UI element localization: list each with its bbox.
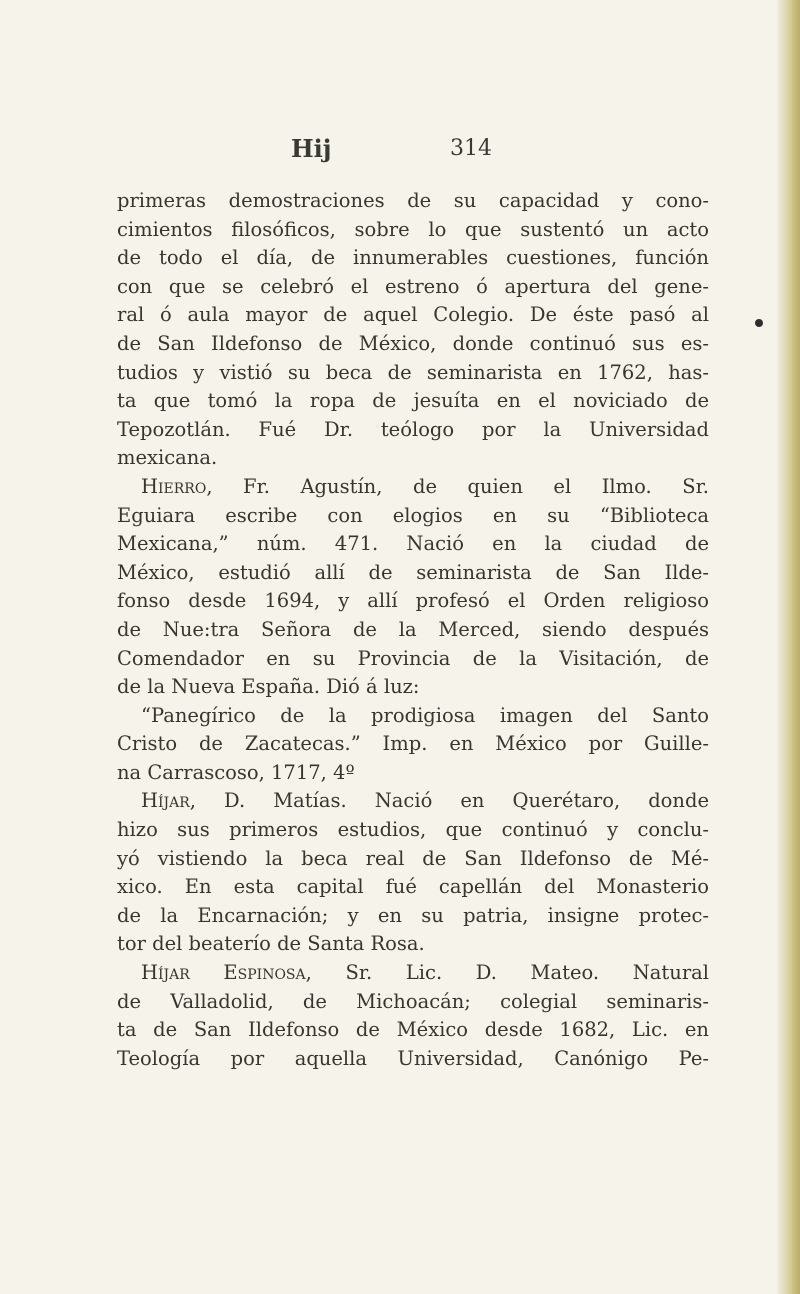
page-edge — [782, 0, 800, 1294]
text-line: “Panegírico de la prodigiosa imagen del Santo — [141, 703, 709, 727]
text-line: hizo sus primeros estudios, que continuó y conclu- — [117, 818, 709, 842]
text-line: yó vistiendo la beca real de San Ildefonso de Mé- — [117, 846, 709, 870]
text-line: de San Ildefonso de México, donde continuó sus es- — [117, 331, 709, 355]
entry-name-hijar: Híjar, — [141, 789, 196, 813]
page-number: 314 — [450, 136, 492, 161]
entry-name-hierro: Hierro, — [141, 474, 213, 498]
text-line: de Nue:tra Señora de la Merced, siendo después — [117, 617, 709, 641]
text-line: de todo el día, de innumerables cuestiones, función — [117, 246, 709, 270]
text-line: tor del beaterío de Santa Rosa. — [117, 932, 425, 956]
text-line: México, estudió allí de seminarista de San Ilde- — [117, 560, 709, 584]
text-line: de la Encarnación; y en su patria, insigne protec- — [117, 903, 709, 927]
entry-line — [117, 959, 709, 988]
text-line: tudios y vistió su beca de seminarista en 1762, has- — [117, 360, 709, 384]
text-line: xico. En esta capital fué capellán del Monasterio — [117, 875, 709, 899]
entry-line — [117, 473, 709, 502]
text-line: ral ó aula mayor de aquel Colegio. De éste pasó al — [117, 303, 709, 327]
text-line: Comendador en su Provincia de la Visitación, de — [117, 646, 709, 670]
text-line: primeras demostraciones de su capacidad y cono- — [117, 189, 709, 212]
text-line: ta que tomó la ropa de jesuíta en el noviciado de — [117, 389, 709, 413]
text-line: Tepozotlán. Fué Dr. teólogo por la Universidad — [117, 417, 709, 441]
entry-text: Fr. Agustín, de quien el Ilmo. Sr. — [243, 474, 710, 498]
ink-spot — [755, 319, 763, 327]
text-line: Mexicana,” núm. 471. Nació en la ciudad de — [117, 532, 709, 556]
text-line: mexicana. — [117, 446, 218, 470]
entry-line — [117, 787, 709, 816]
entry-text: Sr. Lic. D. Mateo. Natural — [345, 961, 710, 985]
text-line: cimientos filosóficos, sobre lo que sustentó un acto — [117, 217, 709, 241]
text-line: con que se celebró el estreno ó apertura del gene- — [117, 274, 709, 298]
entry-name-hijar-espinosa: Híjar Espinosa, — [141, 961, 312, 985]
body-text — [117, 187, 709, 1073]
text-line: na Carrascoso, 1717, 4º — [117, 760, 355, 784]
text-line: Cristo de Zacatecas.” Imp. en México por Guille- — [117, 732, 709, 756]
text-line: Teología por aquella Universidad, Canónigo Pe- — [117, 1046, 709, 1070]
page-header — [0, 134, 800, 174]
text-line: de Valladolid, de Michoacán; colegial seminaris- — [117, 989, 709, 1013]
text-line: ta de San Ildefonso de México desde 1682, Lic. en — [117, 1018, 709, 1042]
entry-text: D. Matías. Nació en Querétaro, donde — [224, 789, 709, 813]
running-head: Hij — [291, 134, 332, 163]
text-line: fonso desde 1694, y allí profesó el Orden religioso — [117, 589, 709, 613]
text-line: de la Nueva España. Dió á luz: — [117, 675, 420, 699]
text-line: Eguiara escribe con elogios en su “Biblioteca — [117, 503, 709, 527]
